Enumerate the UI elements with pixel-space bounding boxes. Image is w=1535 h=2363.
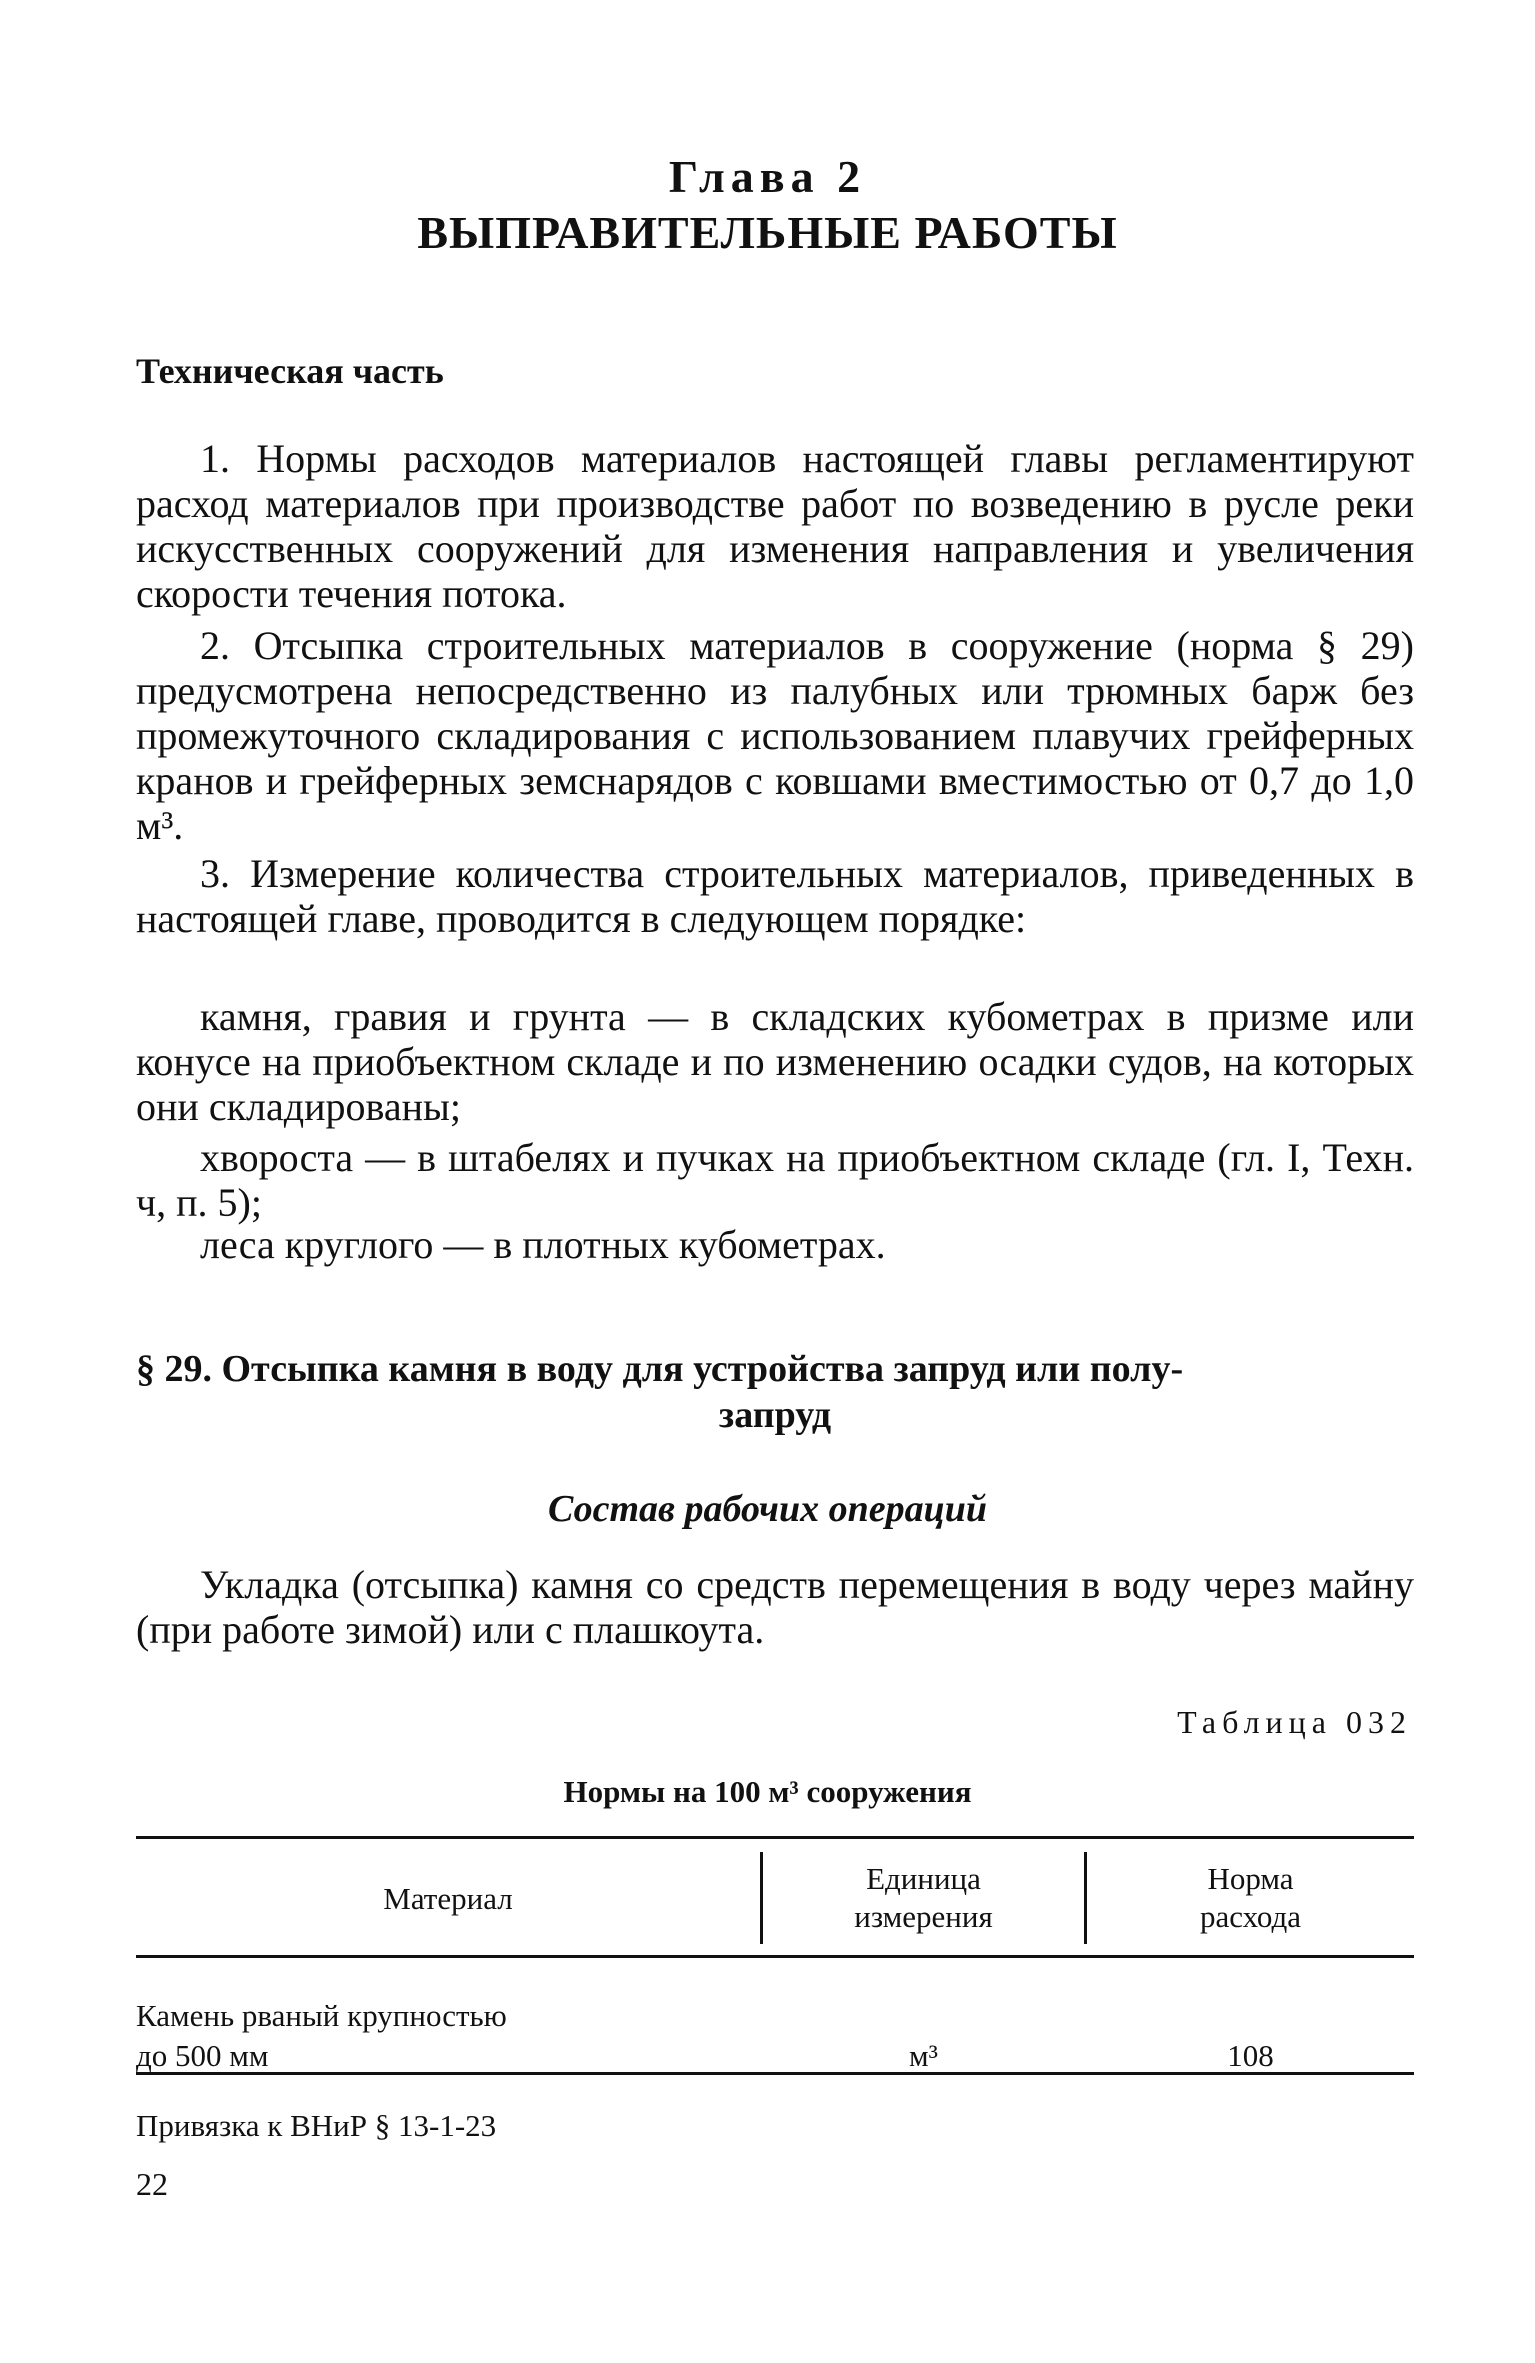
section-29-title-line1: § 29. Отсыпка камня в воду для устройства запруд или полу- xyxy=(136,1348,1184,1390)
row-material-line1: Камень рваный крупностью xyxy=(136,1998,507,2033)
table-row-material xyxy=(136,1996,736,2076)
chapter-number: Глава 2 xyxy=(668,151,867,202)
paragraph-3: 3. Измерение количества строительных материалов, приведенных в настоящей главе, проводится в следующем порядке: xyxy=(136,851,1414,941)
table-caption: Нормы на 100 м³ сооружения xyxy=(563,1774,972,1809)
operations-text: Укладка (отсыпка) камня со средств перемещения в воду через майну (при работе зимой) или с плашкоута. xyxy=(136,1562,1414,1652)
table-bottom-rule xyxy=(136,2072,1414,2075)
header-unit-line1: Единица xyxy=(866,1861,981,1896)
page-number: 22 xyxy=(136,2166,168,2202)
table-row-norm: 108 xyxy=(1227,2038,1274,2073)
header-norm xyxy=(1087,1860,1414,1936)
header-unit-line2: измерения xyxy=(854,1899,993,1934)
measurement-item-timber: леса круглого — в плотных кубометрах. xyxy=(200,1222,886,1267)
header-material: Материал xyxy=(383,1881,513,1916)
operations-heading: Состав рабочих операций xyxy=(548,1488,987,1530)
measurement-item-brushwood: хвороста — в штабелях и пучках на приобъектном складе (гл. I, Техн. ч, п. 5); xyxy=(136,1135,1414,1225)
header-norm-line1: Норма xyxy=(1207,1861,1294,1896)
chapter-title: ВЫПРАВИТЕЛЬНЫЕ РАБОТЫ xyxy=(417,207,1118,258)
row-material-line2: до 500 мм xyxy=(136,2038,269,2073)
paragraph-1: 1. Нормы расходов материалов настоящей главы регламентируют расход материалов при производстве работ по возведению в русле реки искусственных сооружений для изменения направления и увеличения скорости течения потока. xyxy=(136,436,1414,616)
header-norm-line2: расхода xyxy=(1199,1899,1302,1934)
paragraph-2: 2. Отсыпка строительных материалов в сооружение (норма § 29) предусмотрена непосредственно из палубных или трюмных барж без промежуточного складирования с использованием плавучих грейферных кранов и грейферных земснарядов с ковшами вместимостью от 0,7 до 1,0 м³. xyxy=(136,623,1414,848)
section-29-title xyxy=(136,1346,1414,1438)
table-label: Таблица 032 xyxy=(1177,1704,1412,1740)
technical-part-heading: Техническая часть xyxy=(136,351,444,391)
footnote-reference: Привязка к ВНиР § 13-1-23 xyxy=(136,2108,497,2143)
table-row-unit: м³ xyxy=(909,2038,938,2073)
table-top-rule xyxy=(136,1836,1414,1839)
header-unit xyxy=(763,1860,1084,1936)
section-29-title-line2: запруд xyxy=(718,1394,832,1436)
measurement-item-stone: камня, гравия и грунта — в складских кубометрах в призме или конусе на приобъектном складе и по изменению осадки судов, на которых они складированы; xyxy=(136,994,1414,1129)
table-header-rule xyxy=(136,1955,1414,1958)
